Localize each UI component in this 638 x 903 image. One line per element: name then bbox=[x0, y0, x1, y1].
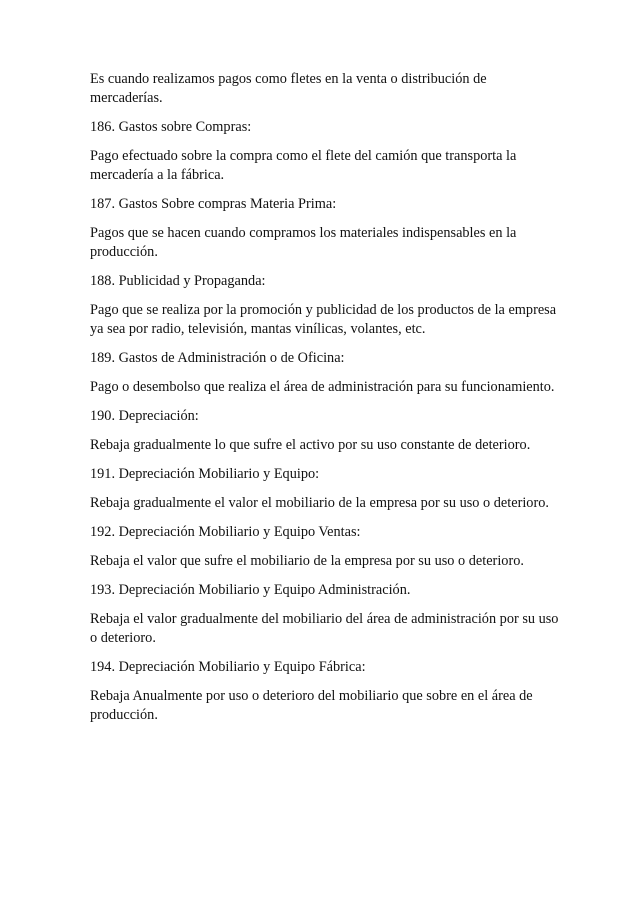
entry-190 bbox=[90, 407, 560, 455]
entry-text: Pago que se realiza por la promoción y publicidad de los productos de la empresa ya sea por radio, televisión, mantas vinílicas, volantes, etc. bbox=[90, 302, 557, 337]
entry-188 bbox=[90, 272, 560, 339]
entry-192 bbox=[90, 523, 560, 571]
entry-text: Pago o desembolso que realiza el área de administración para su funcionamiento. bbox=[90, 379, 555, 395]
document-page bbox=[90, 70, 560, 735]
entry-heading: 191. Depreciación Mobiliario y Equipo: bbox=[90, 466, 320, 482]
entry-heading: 192. Depreciación Mobiliario y Equipo Ventas: bbox=[90, 524, 361, 540]
entry-text: Pago efectuado sobre la compra como el flete del camión que transporta la mercadería a la fábrica. bbox=[90, 148, 517, 183]
entry-heading: 189. Gastos de Administración o de Oficina: bbox=[90, 350, 345, 366]
entry-text: Rebaja gradualmente el valor el mobiliario de la empresa por su uso o deterioro. bbox=[90, 495, 549, 511]
entry-194 bbox=[90, 658, 560, 725]
entry-186 bbox=[90, 118, 560, 185]
entry-text: Rebaja el valor que sufre el mobiliario de la empresa por su uso o deterioro. bbox=[90, 553, 524, 569]
entry-191 bbox=[90, 465, 560, 513]
entry-heading: 193. Depreciación Mobiliario y Equipo Administración. bbox=[90, 582, 411, 598]
entry-heading: 187. Gastos Sobre compras Materia Prima: bbox=[90, 196, 337, 212]
intro-block bbox=[90, 70, 560, 108]
entry-heading: 194. Depreciación Mobiliario y Equipo Fábrica: bbox=[90, 659, 366, 675]
entry-187 bbox=[90, 195, 560, 262]
entry-heading: 190. Depreciación: bbox=[90, 408, 199, 424]
entry-text: Rebaja gradualmente lo que sufre el activo por su uso constante de deterioro. bbox=[90, 437, 531, 453]
entry-text: Rebaja Anualmente por uso o deterioro del mobiliario que sobre en el área de producción. bbox=[90, 688, 533, 723]
entry-text: Pagos que se hacen cuando compramos los materiales indispensables en la producción. bbox=[90, 225, 517, 260]
entry-189 bbox=[90, 349, 560, 397]
intro-paragraph: Es cuando realizamos pagos como fletes en la venta o distribución de mercaderías. bbox=[90, 71, 487, 106]
entry-193 bbox=[90, 581, 560, 648]
entry-heading: 186. Gastos sobre Compras: bbox=[90, 119, 252, 135]
entry-heading: 188. Publicidad y Propaganda: bbox=[90, 273, 266, 289]
entry-text: Rebaja el valor gradualmente del mobiliario del área de administración por su uso o deterioro. bbox=[90, 611, 559, 646]
